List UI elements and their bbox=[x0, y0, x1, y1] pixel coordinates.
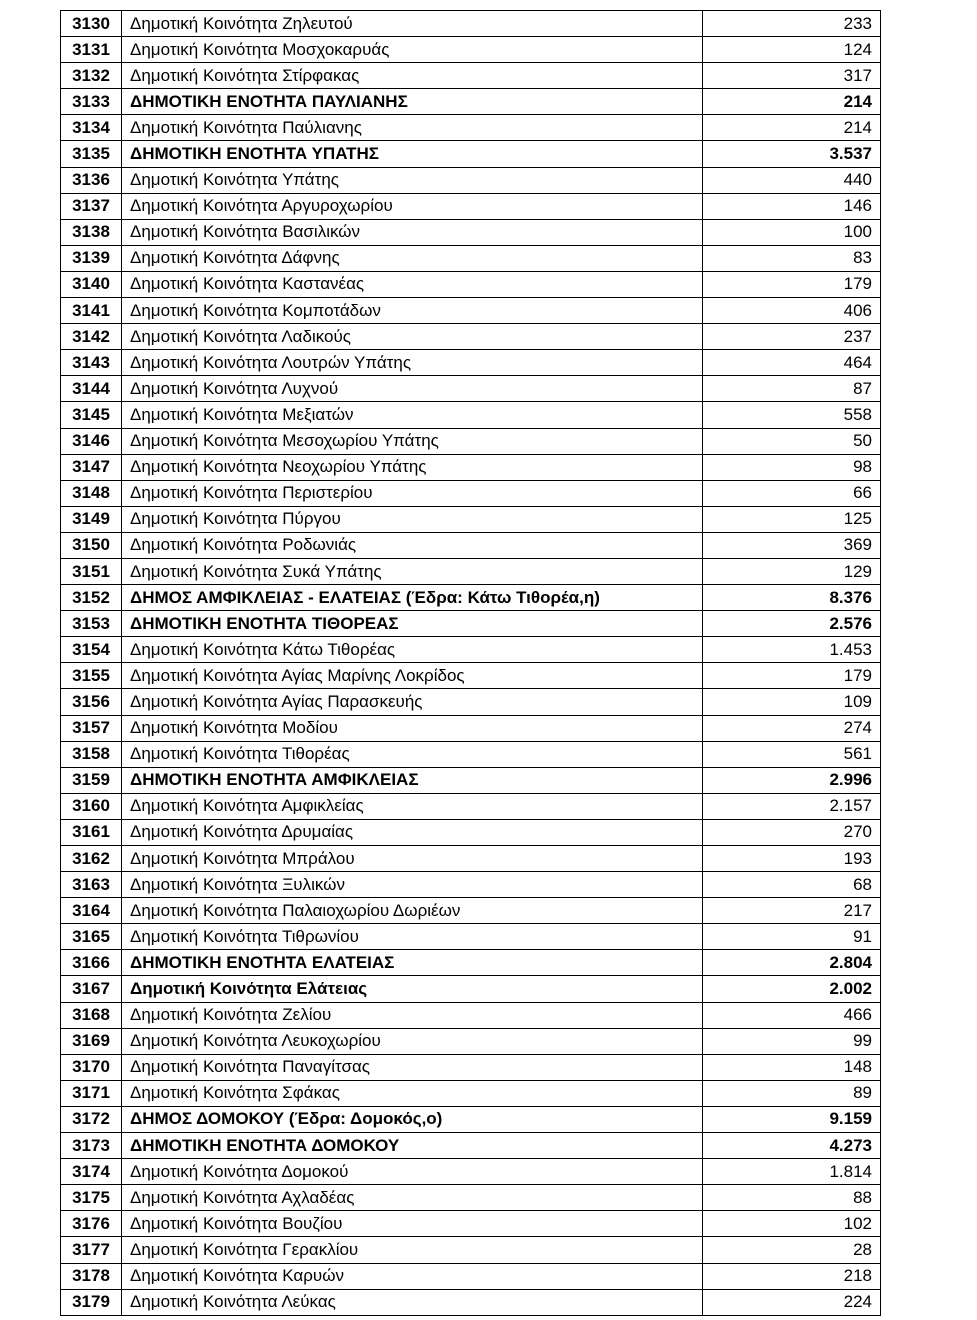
row-population-cell: 99 bbox=[703, 1028, 881, 1054]
row-name-cell: Δημοτική Κοινότητα Κάτω Τιθορέας bbox=[122, 637, 703, 663]
table-row bbox=[61, 1289, 881, 1315]
table-row bbox=[61, 11, 881, 37]
table-row bbox=[61, 298, 881, 324]
table-row bbox=[61, 1080, 881, 1106]
row-name-cell: Δημοτική Κοινότητα Ξυλικών bbox=[122, 872, 703, 898]
row-name-cell: Δημοτική Κοινότητα Υπάτης bbox=[122, 167, 703, 193]
row-name-cell: Δημοτική Κοινότητα Λεύκας bbox=[122, 1289, 703, 1315]
table-row bbox=[61, 454, 881, 480]
row-code-cell: 3142 bbox=[61, 324, 122, 350]
row-population-cell: 4.273 bbox=[703, 1133, 881, 1159]
row-population-cell: 2.002 bbox=[703, 976, 881, 1002]
table-row bbox=[61, 89, 881, 115]
row-name-cell: Δημοτική Κοινότητα Τιθορέας bbox=[122, 741, 703, 767]
row-population-cell: 214 bbox=[703, 89, 881, 115]
row-code-cell: 3168 bbox=[61, 1002, 122, 1028]
row-name-cell: Δημοτική Κοινότητα Μοδίου bbox=[122, 715, 703, 741]
row-name-cell: Δημοτική Κοινότητα Βασιλικών bbox=[122, 219, 703, 245]
row-population-cell: 237 bbox=[703, 324, 881, 350]
table-row bbox=[61, 741, 881, 767]
table-row bbox=[61, 819, 881, 845]
row-population-cell: 561 bbox=[703, 741, 881, 767]
row-name-cell: Δημοτική Κοινότητα Σφάκας bbox=[122, 1080, 703, 1106]
row-population-cell: 274 bbox=[703, 715, 881, 741]
row-population-cell: 1.453 bbox=[703, 637, 881, 663]
row-name-cell: Δημοτική Κοινότητα Αγίας Μαρίνης Λοκρίδος bbox=[122, 663, 703, 689]
row-code-cell: 3163 bbox=[61, 872, 122, 898]
table-row bbox=[61, 767, 881, 793]
table-row bbox=[61, 924, 881, 950]
row-name-cell: Δημοτική Κοινότητα Πύργου bbox=[122, 506, 703, 532]
row-population-cell: 369 bbox=[703, 532, 881, 558]
row-name-cell: Δημοτική Κοινότητα Συκά Υπάτης bbox=[122, 558, 703, 584]
table-row bbox=[61, 1159, 881, 1185]
row-code-cell: 3150 bbox=[61, 532, 122, 558]
row-name-cell: ΔΗΜΟΤΙΚΗ ΕΝΟΤΗΤΑ ΠΑΥΛΙΑΝΗΣ bbox=[122, 89, 703, 115]
row-code-cell: 3155 bbox=[61, 663, 122, 689]
table-row bbox=[61, 428, 881, 454]
table-row bbox=[61, 950, 881, 976]
row-population-cell: 270 bbox=[703, 819, 881, 845]
row-population-cell: 2.804 bbox=[703, 950, 881, 976]
row-name-cell: Δημοτική Κοινότητα Δρυμαίας bbox=[122, 819, 703, 845]
row-code-cell: 3159 bbox=[61, 767, 122, 793]
table-row bbox=[61, 506, 881, 532]
table-row bbox=[61, 976, 881, 1002]
table-row bbox=[61, 1237, 881, 1263]
table-body bbox=[61, 11, 881, 1316]
row-name-cell: ΔΗΜΟΤΙΚΗ ΕΝΟΤΗΤΑ ΥΠΑΤΗΣ bbox=[122, 141, 703, 167]
table-row bbox=[61, 115, 881, 141]
table-row bbox=[61, 532, 881, 558]
row-code-cell: 3147 bbox=[61, 454, 122, 480]
row-population-cell: 217 bbox=[703, 898, 881, 924]
row-code-cell: 3151 bbox=[61, 558, 122, 584]
row-population-cell: 28 bbox=[703, 1237, 881, 1263]
row-population-cell: 9.159 bbox=[703, 1106, 881, 1132]
table-row bbox=[61, 1002, 881, 1028]
row-code-cell: 3134 bbox=[61, 115, 122, 141]
row-code-cell: 3149 bbox=[61, 506, 122, 532]
row-name-cell: Δημοτική Κοινότητα Βουζίου bbox=[122, 1211, 703, 1237]
row-code-cell: 3170 bbox=[61, 1054, 122, 1080]
row-population-cell: 179 bbox=[703, 663, 881, 689]
row-name-cell: Δημοτική Κοινότητα Νεοχωρίου Υπάτης bbox=[122, 454, 703, 480]
row-population-cell: 233 bbox=[703, 11, 881, 37]
table-row bbox=[61, 793, 881, 819]
row-name-cell: Δημοτική Κοινότητα Ροδωνιάς bbox=[122, 532, 703, 558]
table-row bbox=[61, 141, 881, 167]
row-code-cell: 3156 bbox=[61, 689, 122, 715]
row-code-cell: 3143 bbox=[61, 350, 122, 376]
table-row bbox=[61, 402, 881, 428]
row-population-cell: 124 bbox=[703, 37, 881, 63]
row-code-cell: 3167 bbox=[61, 976, 122, 1002]
table-row bbox=[61, 663, 881, 689]
row-name-cell: ΔΗΜΟΣ ΑΜΦΙΚΛΕΙΑΣ - ΕΛΑΤΕΙΑΣ (Έδρα: Κάτω Τιθορέα,η) bbox=[122, 585, 703, 611]
row-name-cell: Δημοτική Κοινότητα Τιθρωνίου bbox=[122, 924, 703, 950]
row-population-cell: 440 bbox=[703, 167, 881, 193]
row-code-cell: 3171 bbox=[61, 1080, 122, 1106]
row-code-cell: 3161 bbox=[61, 819, 122, 845]
table-row bbox=[61, 167, 881, 193]
row-population-cell: 87 bbox=[703, 376, 881, 402]
row-name-cell: Δημοτική Κοινότητα Λυχνού bbox=[122, 376, 703, 402]
row-name-cell: Δημοτική Κοινότητα Μπράλου bbox=[122, 846, 703, 872]
row-code-cell: 3132 bbox=[61, 63, 122, 89]
row-code-cell: 3162 bbox=[61, 846, 122, 872]
table-row bbox=[61, 350, 881, 376]
row-population-cell: 83 bbox=[703, 245, 881, 271]
table-row bbox=[61, 558, 881, 584]
row-code-cell: 3176 bbox=[61, 1211, 122, 1237]
row-population-cell: 50 bbox=[703, 428, 881, 454]
row-name-cell: Δημοτική Κοινότητα Αγίας Παρασκευής bbox=[122, 689, 703, 715]
row-name-cell: ΔΗΜΟΤΙΚΗ ΕΝΟΤΗΤΑ ΔΟΜΟΚΟΥ bbox=[122, 1133, 703, 1159]
row-name-cell: Δημοτική Κοινότητα Μοσχοκαρυάς bbox=[122, 37, 703, 63]
row-code-cell: 3152 bbox=[61, 585, 122, 611]
table-row bbox=[61, 219, 881, 245]
row-code-cell: 3177 bbox=[61, 1237, 122, 1263]
row-code-cell: 3139 bbox=[61, 245, 122, 271]
table-row bbox=[61, 1185, 881, 1211]
row-population-cell: 214 bbox=[703, 115, 881, 141]
row-population-cell: 146 bbox=[703, 193, 881, 219]
row-population-cell: 1.814 bbox=[703, 1159, 881, 1185]
table-row bbox=[61, 245, 881, 271]
row-population-cell: 109 bbox=[703, 689, 881, 715]
table-row bbox=[61, 715, 881, 741]
row-code-cell: 3138 bbox=[61, 219, 122, 245]
row-name-cell: Δημοτική Κοινότητα Δάφνης bbox=[122, 245, 703, 271]
table-row bbox=[61, 1211, 881, 1237]
row-name-cell: ΔΗΜΟΤΙΚΗ ΕΝΟΤΗΤΑ ΕΛΑΤΕΙΑΣ bbox=[122, 950, 703, 976]
row-code-cell: 3130 bbox=[61, 11, 122, 37]
row-population-cell: 179 bbox=[703, 271, 881, 297]
table-row bbox=[61, 1054, 881, 1080]
row-name-cell: Δημοτική Κοινότητα Παλαιοχωρίου Δωριέων bbox=[122, 898, 703, 924]
row-code-cell: 3160 bbox=[61, 793, 122, 819]
row-name-cell: ΔΗΜΟΤΙΚΗ ΕΝΟΤΗΤΑ ΑΜΦΙΚΛΕΙΑΣ bbox=[122, 767, 703, 793]
row-population-cell: 89 bbox=[703, 1080, 881, 1106]
row-code-cell: 3157 bbox=[61, 715, 122, 741]
row-name-cell: Δημοτική Κοινότητα Λουτρών Υπάτης bbox=[122, 350, 703, 376]
row-population-cell: 224 bbox=[703, 1289, 881, 1315]
row-code-cell: 3133 bbox=[61, 89, 122, 115]
table-row bbox=[61, 872, 881, 898]
row-code-cell: 3169 bbox=[61, 1028, 122, 1054]
table-row bbox=[61, 611, 881, 637]
table-row bbox=[61, 376, 881, 402]
row-name-cell: Δημοτική Κοινότητα Παναγίτσας bbox=[122, 1054, 703, 1080]
row-name-cell: Δημοτική Κοινότητα Παύλιανης bbox=[122, 115, 703, 141]
row-code-cell: 3164 bbox=[61, 898, 122, 924]
row-name-cell: ΔΗΜΟΣ ΔΟΜΟΚΟΥ (Έδρα: Δομοκός,ο) bbox=[122, 1106, 703, 1132]
row-population-cell: 193 bbox=[703, 846, 881, 872]
table-row bbox=[61, 585, 881, 611]
row-population-cell: 466 bbox=[703, 1002, 881, 1028]
row-code-cell: 3174 bbox=[61, 1159, 122, 1185]
row-population-cell: 8.376 bbox=[703, 585, 881, 611]
row-name-cell: Δημοτική Κοινότητα Καστανέας bbox=[122, 271, 703, 297]
table-row bbox=[61, 637, 881, 663]
row-name-cell: Δημοτική Κοινότητα Ελάτειας bbox=[122, 976, 703, 1002]
row-code-cell: 3148 bbox=[61, 480, 122, 506]
row-name-cell: Δημοτική Κοινότητα Μεξιατών bbox=[122, 402, 703, 428]
row-population-cell: 100 bbox=[703, 219, 881, 245]
row-population-cell: 2.996 bbox=[703, 767, 881, 793]
table-row bbox=[61, 898, 881, 924]
row-code-cell: 3140 bbox=[61, 271, 122, 297]
row-code-cell: 3146 bbox=[61, 428, 122, 454]
row-population-cell: 406 bbox=[703, 298, 881, 324]
table-row bbox=[61, 63, 881, 89]
row-code-cell: 3175 bbox=[61, 1185, 122, 1211]
row-population-cell: 102 bbox=[703, 1211, 881, 1237]
row-code-cell: 3153 bbox=[61, 611, 122, 637]
table-row bbox=[61, 480, 881, 506]
table-row bbox=[61, 37, 881, 63]
row-name-cell: Δημοτική Κοινότητα Μεσοχωρίου Υπάτης bbox=[122, 428, 703, 454]
row-code-cell: 3145 bbox=[61, 402, 122, 428]
table-row bbox=[61, 1133, 881, 1159]
row-population-cell: 91 bbox=[703, 924, 881, 950]
row-code-cell: 3165 bbox=[61, 924, 122, 950]
row-population-cell: 98 bbox=[703, 454, 881, 480]
row-code-cell: 3166 bbox=[61, 950, 122, 976]
row-name-cell: Δημοτική Κοινότητα Καρυών bbox=[122, 1263, 703, 1289]
row-code-cell: 3172 bbox=[61, 1106, 122, 1132]
row-population-cell: 2.576 bbox=[703, 611, 881, 637]
row-population-cell: 558 bbox=[703, 402, 881, 428]
row-code-cell: 3158 bbox=[61, 741, 122, 767]
table-row bbox=[61, 846, 881, 872]
row-name-cell: Δημοτική Κοινότητα Στίρφακας bbox=[122, 63, 703, 89]
row-population-cell: 464 bbox=[703, 350, 881, 376]
table-row bbox=[61, 193, 881, 219]
row-name-cell: Δημοτική Κοινότητα Λευκοχωρίου bbox=[122, 1028, 703, 1054]
row-code-cell: 3179 bbox=[61, 1289, 122, 1315]
row-code-cell: 3173 bbox=[61, 1133, 122, 1159]
row-population-cell: 218 bbox=[703, 1263, 881, 1289]
row-name-cell: Δημοτική Κοινότητα Ζελίου bbox=[122, 1002, 703, 1028]
row-name-cell: Δημοτική Κοινότητα Αχλαδέας bbox=[122, 1185, 703, 1211]
row-population-cell: 129 bbox=[703, 558, 881, 584]
row-code-cell: 3154 bbox=[61, 637, 122, 663]
row-name-cell: Δημοτική Κοινότητα Γερακλίου bbox=[122, 1237, 703, 1263]
row-name-cell: Δημοτική Κοινότητα Αργυροχωρίου bbox=[122, 193, 703, 219]
row-name-cell: Δημοτική Κοινότητα Δομοκού bbox=[122, 1159, 703, 1185]
table-row bbox=[61, 1106, 881, 1132]
row-name-cell: Δημοτική Κοινότητα Περιστερίου bbox=[122, 480, 703, 506]
row-name-cell: ΔΗΜΟΤΙΚΗ ΕΝΟΤΗΤΑ ΤΙΘΟΡΕΑΣ bbox=[122, 611, 703, 637]
row-population-cell: 148 bbox=[703, 1054, 881, 1080]
row-name-cell: Δημοτική Κοινότητα Λαδικούς bbox=[122, 324, 703, 350]
population-table bbox=[60, 10, 881, 1316]
table-row bbox=[61, 324, 881, 350]
row-population-cell: 88 bbox=[703, 1185, 881, 1211]
row-name-cell: Δημοτική Κοινότητα Κομποτάδων bbox=[122, 298, 703, 324]
table-row bbox=[61, 1263, 881, 1289]
table-row bbox=[61, 271, 881, 297]
row-population-cell: 68 bbox=[703, 872, 881, 898]
row-population-cell: 3.537 bbox=[703, 141, 881, 167]
row-code-cell: 3137 bbox=[61, 193, 122, 219]
row-population-cell: 317 bbox=[703, 63, 881, 89]
row-code-cell: 3178 bbox=[61, 1263, 122, 1289]
row-code-cell: 3141 bbox=[61, 298, 122, 324]
row-name-cell: Δημοτική Κοινότητα Αμφικλείας bbox=[122, 793, 703, 819]
row-code-cell: 3144 bbox=[61, 376, 122, 402]
row-code-cell: 3136 bbox=[61, 167, 122, 193]
row-code-cell: 3131 bbox=[61, 37, 122, 63]
row-name-cell: Δημοτική Κοινότητα Ζηλευτού bbox=[122, 11, 703, 37]
row-population-cell: 66 bbox=[703, 480, 881, 506]
row-population-cell: 125 bbox=[703, 506, 881, 532]
row-code-cell: 3135 bbox=[61, 141, 122, 167]
row-population-cell: 2.157 bbox=[703, 793, 881, 819]
table-row bbox=[61, 1028, 881, 1054]
table-row bbox=[61, 689, 881, 715]
